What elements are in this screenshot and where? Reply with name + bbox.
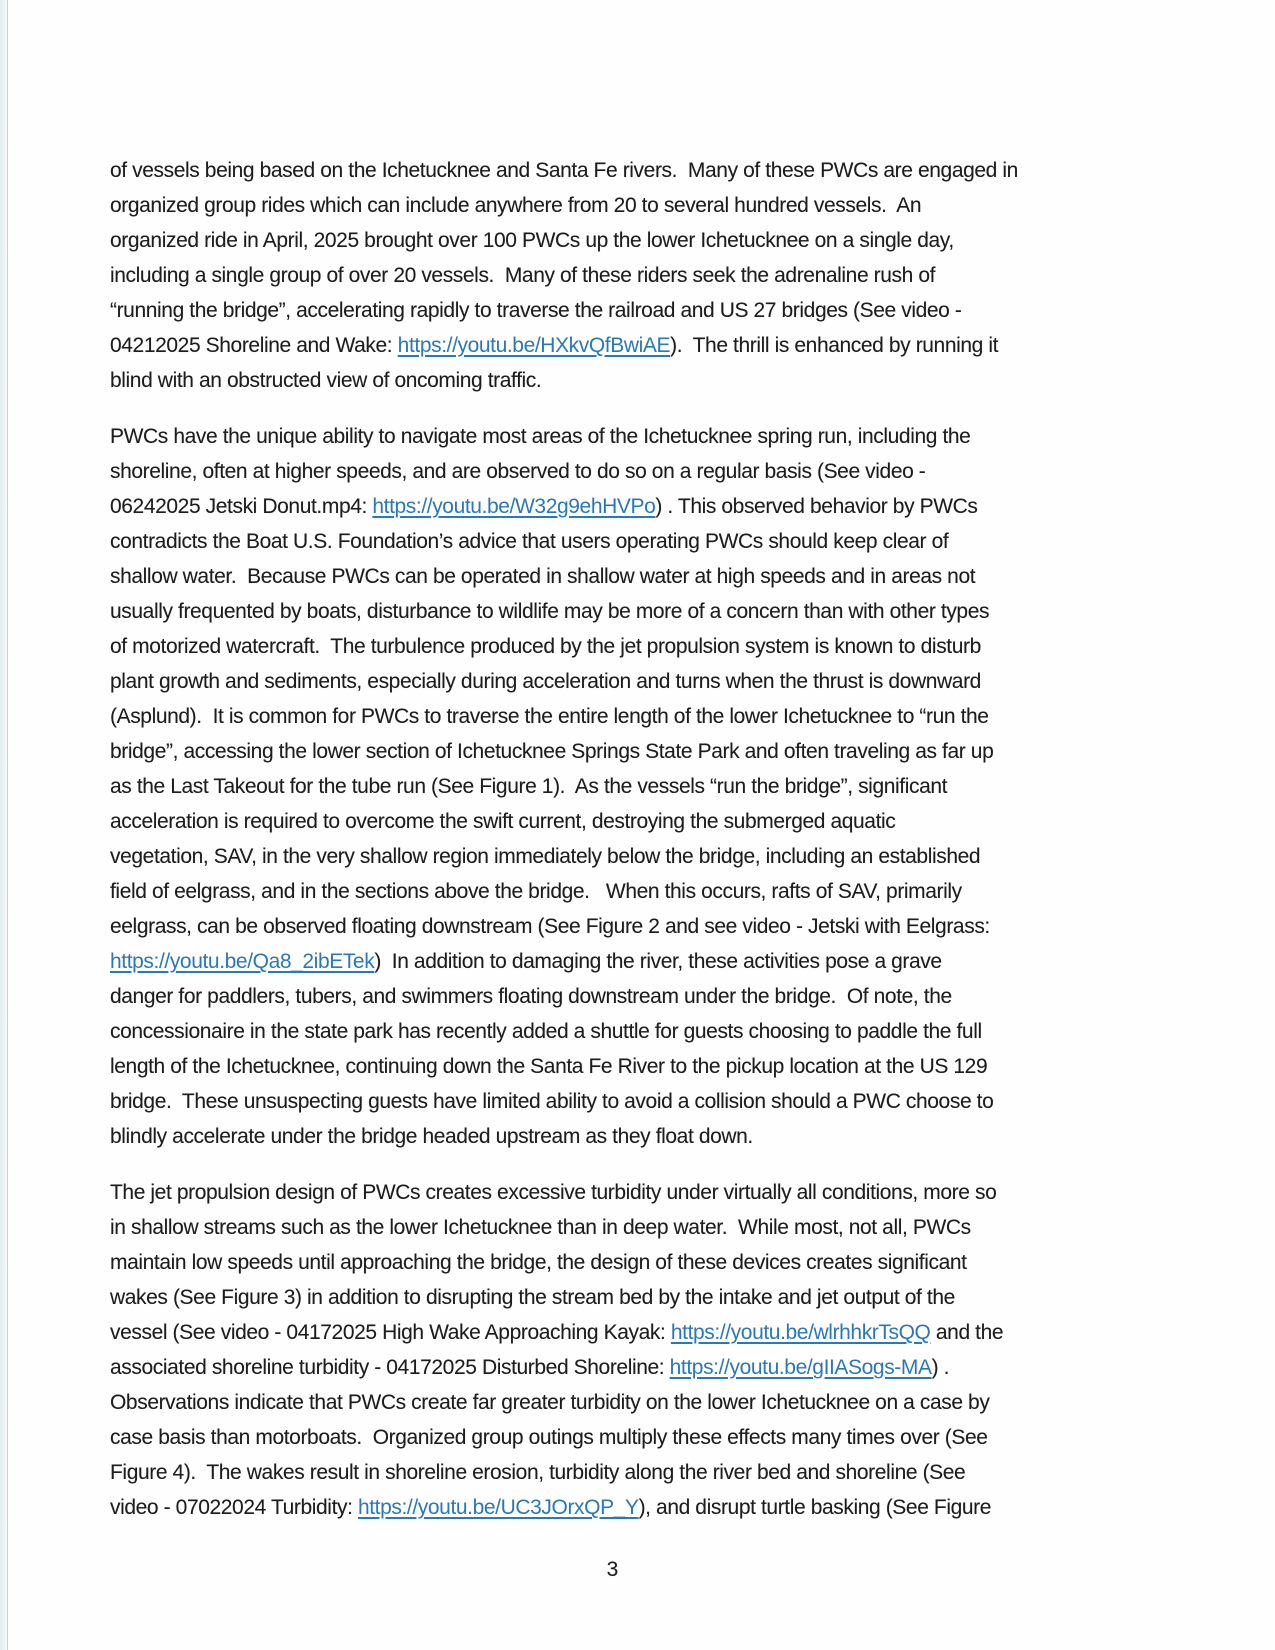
body-text: acceleration is required to overcome the swift current, destroying the submerged aquatic — [110, 810, 896, 833]
text-line — [110, 734, 1185, 769]
body-text: PWCs have the unique ability to navigate most areas of the Ichetucknee spring run, including the — [110, 425, 971, 448]
body-text: concessionaire in the state park has recently added a shuttle for guests choosing to paddle the full — [110, 1020, 982, 1043]
scan-edge-artifact — [0, 0, 8, 1650]
text-line — [110, 489, 1185, 524]
body-text: “running the bridge”, accelerating rapidly to traverse the railroad and US 27 bridges (See video - — [110, 299, 962, 322]
text-line — [110, 1385, 1185, 1420]
paragraph — [110, 153, 1185, 398]
body-text: vessel (See video - 04172025 High Wake Approaching Kayak: — [110, 1321, 671, 1344]
text-line — [110, 258, 1185, 293]
text-line — [110, 293, 1185, 328]
text-line — [110, 1084, 1185, 1119]
video-hyperlink[interactable]: https://youtu.be/HXkvQfBwiAE — [397, 334, 671, 357]
body-text: (Asplund). It is common for PWCs to traverse the entire length of the lower Ichetucknee to “run the — [110, 705, 989, 728]
video-hyperlink[interactable]: https://youtu.be/Qa8_2ibETek — [110, 950, 375, 973]
text-line — [110, 804, 1185, 839]
body-text: including a single group of over 20 vessels. Many of these riders seek the adrenaline rush of — [110, 264, 936, 287]
body-text: of motorized watercraft. The turbulence produced by the jet propulsion system is known to disturb — [110, 635, 981, 658]
text-line — [110, 1350, 1185, 1385]
body-text: in shallow streams such as the lower Ichetucknee than in deep water. While most, not all, PWCs — [110, 1216, 971, 1239]
video-hyperlink[interactable]: https://youtu.be/W32g9ehHVPo — [372, 495, 656, 518]
body-text: contradicts the Boat U.S. Foundation’s advice that users operating PWCs should keep clear of — [110, 530, 949, 553]
video-hyperlink[interactable]: https://youtu.be/gIIASogs-MA — [669, 1356, 932, 1379]
text-line — [110, 944, 1185, 979]
text-line — [110, 1014, 1185, 1049]
text-line — [110, 979, 1185, 1014]
body-text: blindly accelerate under the bridge headed upstream as they float down. — [110, 1125, 753, 1148]
body-text: eelgrass, can be observed floating downstream (See Figure 2 and see video - Jetski with Eelgrass: — [110, 915, 990, 938]
text-line — [110, 629, 1185, 664]
body-text: danger for paddlers, tubers, and swimmers floating downstream under the bridge. Of note, the — [110, 985, 952, 1008]
body-text: wakes (See Figure 3) in addition to disrupting the stream bed by the intake and jet output of the — [110, 1286, 955, 1309]
text-line — [110, 664, 1185, 699]
text-line — [110, 1049, 1185, 1084]
body-text: Figure 4). The wakes result in shoreline erosion, turbidity along the river bed and shoreline (See — [110, 1461, 966, 1484]
text-line — [110, 594, 1185, 629]
text-line — [110, 839, 1185, 874]
body-text: and the — [930, 1321, 1004, 1344]
text-line — [110, 153, 1185, 188]
text-line — [110, 1280, 1185, 1315]
body-text: 04212025 Shoreline and Wake: — [110, 334, 398, 357]
body-text: ) . This observed behavior by PWCs — [655, 495, 978, 518]
text-line — [110, 1245, 1185, 1280]
body-text: associated shoreline turbidity - 04172025 Disturbed Shoreline: — [110, 1356, 670, 1379]
body-text: organized group rides which can include anywhere from 20 to several hundred vessels. An — [110, 194, 922, 217]
text-line — [110, 188, 1185, 223]
paragraph — [110, 1175, 1185, 1525]
text-line — [110, 524, 1185, 559]
paragraph — [110, 419, 1185, 1154]
body-text: blind with an obstructed view of oncoming traffic. — [110, 369, 542, 392]
text-line — [110, 874, 1185, 909]
body-text: The jet propulsion design of PWCs creates excessive turbidity under virtually all conditions, more so — [110, 1181, 997, 1204]
body-text: ) . — [931, 1356, 950, 1379]
text-line — [110, 559, 1185, 594]
body-text: maintain low speeds until approaching the bridge, the design of these devices creates significant — [110, 1251, 967, 1274]
body-text: length of the Ichetucknee, continuing down the Santa Fe River to the pickup location at the US 129 — [110, 1055, 988, 1078]
body-text: ) In addition to damaging the river, these activities pose a grave — [374, 950, 942, 973]
body-text: bridge. These unsuspecting guests have limited ability to avoid a collision should a PWC choose to — [110, 1090, 994, 1113]
text-line — [110, 1455, 1185, 1490]
text-line — [110, 1315, 1185, 1350]
video-hyperlink[interactable]: https://youtu.be/UC3JOrxQP_Y — [357, 1496, 639, 1519]
body-text: field of eelgrass, and in the sections above the bridge. When this occurs, rafts of SAV, primarily — [110, 880, 962, 903]
body-text: shoreline, often at higher speeds, and are observed to do so on a regular basis (See video - — [110, 460, 926, 483]
page-number: 3 — [606, 1558, 619, 1581]
body-text: ), and disrupt turtle basking (See Figure — [638, 1496, 992, 1519]
body-text: video - 07022024 Turbidity: — [110, 1496, 358, 1519]
text-line — [110, 454, 1185, 489]
text-line — [110, 1210, 1185, 1245]
body-text: shallow water. Because PWCs can be operated in shallow water at high speeds and in areas not — [110, 565, 976, 588]
text-line — [110, 769, 1185, 804]
text-line — [110, 363, 1185, 398]
body-text: organized ride in April, 2025 brought over 100 PWCs up the lower Ichetucknee on a single day, — [110, 229, 954, 252]
body-text: as the Last Takeout for the tube run (See Figure 1). As the vessels “run the bridge”, significant — [110, 775, 948, 798]
body-text: plant growth and sediments, especially during acceleration and turns when the thrust is downward — [110, 670, 981, 693]
body-text: Observations indicate that PWCs create far greater turbidity on the lower Ichetucknee on a case by — [110, 1391, 990, 1414]
body-text: vegetation, SAV, in the very shallow region immediately below the bridge, including an established — [110, 845, 981, 868]
body-text: usually frequented by boats, disturbance to wildlife may be more of a concern than with other types — [110, 600, 990, 623]
video-hyperlink[interactable]: https://youtu.be/wlrhhkrTsQQ — [670, 1321, 931, 1344]
text-line — [110, 1119, 1185, 1154]
text-line — [110, 1175, 1185, 1210]
body-text: ). The thrill is enhanced by running it — [670, 334, 999, 357]
body-text: case basis than motorboats. Organized group outings multiply these effects many times over (See — [110, 1426, 988, 1449]
body-text: 06242025 Jetski Donut.mp4: — [110, 495, 373, 518]
text-line — [110, 328, 1185, 363]
body-text: bridge”, accessing the lower section of Ichetucknee Springs State Park and often traveling as far up — [110, 740, 994, 763]
text-line — [110, 1420, 1185, 1455]
document-body — [110, 153, 1185, 1546]
text-line — [110, 223, 1185, 258]
text-line — [110, 699, 1185, 734]
text-line — [110, 419, 1185, 454]
body-text: of vessels being based on the Ichetucknee and Santa Fe rivers. Many of these PWCs are engaged in — [110, 159, 1018, 182]
text-line — [110, 909, 1185, 944]
text-line — [110, 1490, 1185, 1525]
